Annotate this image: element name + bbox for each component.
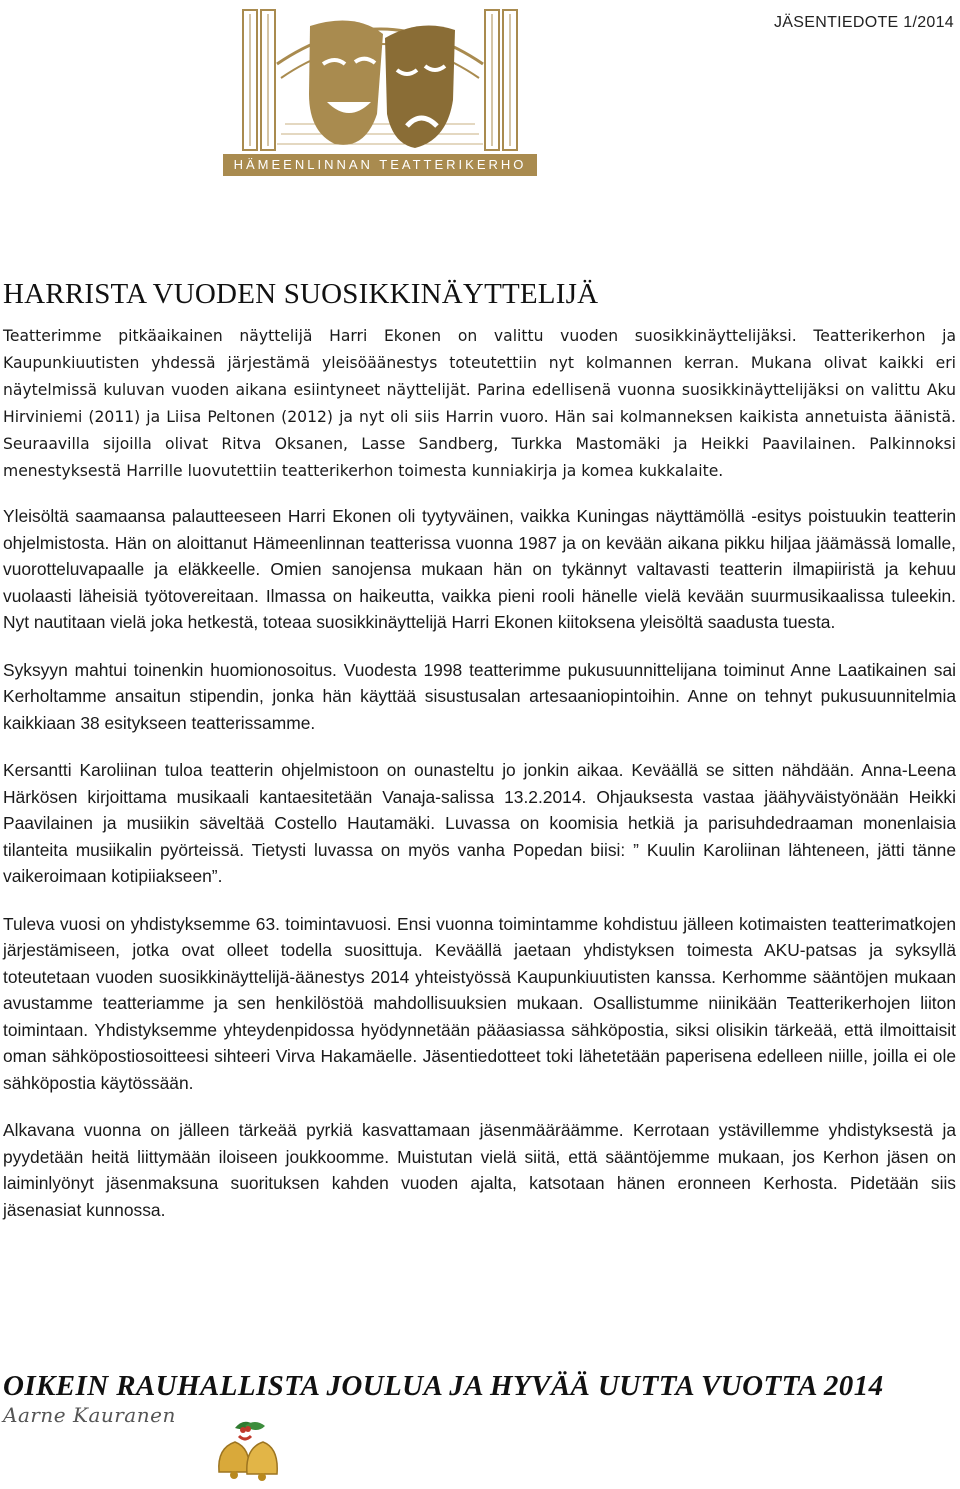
christmas-bells-icon xyxy=(205,1418,287,1484)
paragraph: Kersantti Karoliinan tuloa teatterin ohjelmistoon on ounasteltu jo jonkin aikaa. Keväällä se sitten nähdään. Anna-Leena Härkösen kirjoittama musikaali kantaesitetään Vanaja-salissa 13.2.2014. Ohjauksesta vastaa jäähyväistyönään Heikki Paavilainen ja musiikin säveltää Costello Hautamäki. Luvassa on koomisia hetkiä ja parisuhdedraaman monenlaisia tilanteita musiikalin pyörteissä. Tietysti luvassa on myös vanha Popedan biisi: ” Kuulin Karoliinan lähteneen, jätti tänne vaikeroimaan kotipiiakseen”. xyxy=(3,760,956,886)
signature: Aarne Kauranen xyxy=(3,1403,176,1427)
article-body xyxy=(3,323,956,1244)
holiday-greeting: OIKEIN RAUHALLISTA JOULUA JA HYVÄÄ UUTTA VUOTTA 2014 xyxy=(3,1370,884,1402)
paragraph: Syksyyn mahtui toinenkin huomionosoitus. Vuodesta 1998 teatterimme pukusuunnittelijana toiminut Anne Laatikainen sai Kerholtamme ansaitun stipendin, jonka hän käyttää sisustusalan artesaaniopintoihin. Anne on tehnyt pukusuunnitelmia kaikkiaan 38 esitykseen teatterissamme. xyxy=(3,659,956,733)
paragraph: Teatterimme pitkäaikainen näyttelijä Harri Ekonen on valittu vuoden suosikkinäyttelijäksi. Teatterikerhon ja Kaupunkiuutisten yhdessä järjestämä yleisöäänestys toteutettiin nyt kolmannen kerran. Mukana olivat kaikki eri näytelmissä kuluvan vuoden aikana esiintyneet näyttelijät. Parina edellisenä vuonna suosikkinäyttelijäksi on valittu Aku Hirviniemi (2011) ja Liisa Peltonen (2012) ja nyt oli siis Harrin vuoro. Hän sai kolmanneksen kaikista annetuista äänistä. Seuraavilla sijoilla olivat Ritva Oksanen, Lasse Sandberg, Turkka Mastomäki ja Heikki Paavilainen. Palkinnoksi menestyksestä Harrille luovutettiin teatterikerhon toimesta kunniakirja ja komea kukkalaite. xyxy=(3,327,956,480)
paragraph: Yleisöltä saamaansa palautteeseen Harri Ekonen oli tyytyväinen, vaikka Kuningas näyttämöllä -esitys poistuukin teatterin ohjelmistosta. Hän on aloittanut Hämeenlinnan teatterissa vuonna 1987 ja on kevään aikana pikku hiljaa jäämässä lomalle, vuorotteluvapaalle ja eläkkeelle. Omien sanojensa mukaan hän on tykännyt valtavasti teatterin ilmapiiristä ja kehuu vuolaasti läheisiä työtovereitaan. Ilmassa on haikeutta, vaikka pieni rooli hänelle vielä kevään suurmusikaalissa tuleekin. Nyt nautitaan vielä joka hetkestä, toteaa suosikkinäyttelijä Harri Ekonen kiitoksena yleisöltä saadusta tuesta. xyxy=(3,506,956,632)
paragraph: Tuleva vuosi on yhdistyksemme 63. toimintavuosi. Ensi vuonna toimintamme kohdistuu jälleen kotimaisten teatterimatkojen järjestämiseen, jotka ovat olleet todella suosittuja. Keväällä jaetaan yhdistyksen toimesta AKU-patsas ja syksyllä toteutetaan vuoden suosikkinäyttelijä-äänestys 2014 yhteistyössä Kaupunkiuutisten kanssa. Kerhomme sääntöjen mukaan avustamme teatteriamme ja sen henkilöstöä mahdollisuuksien mukaan. Osallistumme niinikään Teatterikerhojen liiton toimintaan. Yhdistyksemme yhteydenpidossa hyödynnetään pääasiassa sähköpostia, siksi olisikin tärkeää, että ilmoittaisit oman sähköpostiosoitteesi sihteeri Virva Hakamäelle. Jäsentiedotteet toki lähetetään paperisena edelleen niille, joilla ei ole sähköpostia käytössään. xyxy=(3,913,956,1093)
paragraph: Alkavana vuonna on jälleen tärkeää pyrkiä kasvattamaan jäsenmääräämme. Kerrotaan ystävillemme yhdistyksestä ja pyydetään heitä liittymään iloiseen joukkoomme. Muistutan vielä siitä, että sääntöjemme mukaan, jos Kerhon jäsen on laiminlyönyt jäsenmaksuna suorituksen kahden vuoden ajalta, katsotaan hänen eronneen Kerhosta. Pidetään siis jäsenasiat kunnossa. xyxy=(3,1120,956,1220)
issue-label: JÄSENTIEDOTE 1/2014 xyxy=(774,14,954,31)
club-name: HÄMEENLINNAN TEATTERIKERHO RY xyxy=(233,157,527,192)
club-logo xyxy=(215,4,545,192)
article-title: HARRISTA VUODEN SUOSIKKINÄYTTELIJÄ xyxy=(3,278,599,310)
